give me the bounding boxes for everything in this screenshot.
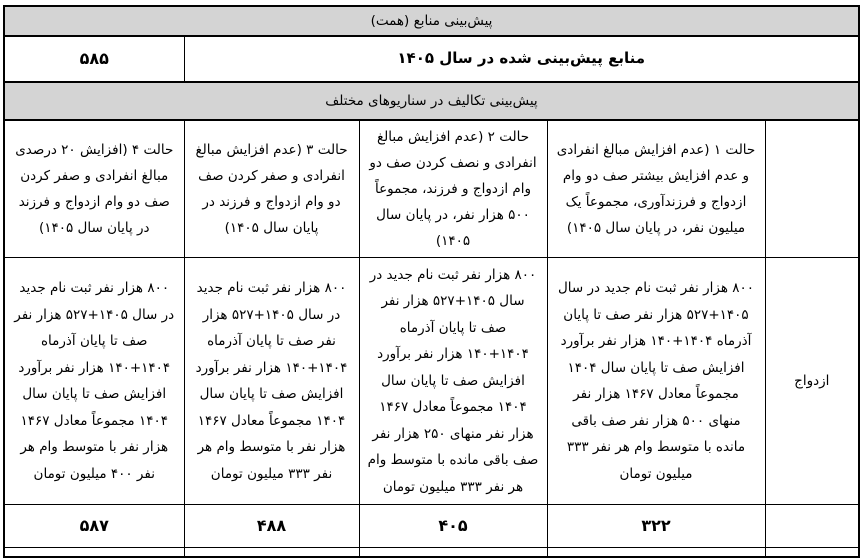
scenario-total-case-4: ۵۸۷ [4,505,184,548]
totals-label-cell-empty [765,505,859,548]
table-row [4,505,859,548]
scenario-header-case-3: حالت ۳ (عدم افزایش مبالغ انفرادی و صفر کردن صف دو وام ازدواج و فرزند در پایان سال ۱۴۰۵) [184,120,359,258]
scenario-header-case-4: حالت ۴ (افزایش ۲۰ درصدی مبالغ انفرادی و صفر کردن صف دو وام ازدواج و فرزند در پایان سال ۱۴۰۵) [4,120,184,258]
scenario-detail-case-4: ۸۰۰ هزار نفر ثبت نام جدید در سال ۱۴۰۵+۵۲۷ هزار نفر صف تا پایان آذرماه ۱۴۰۴+۱۴۰ هزار نفر برآورد افزایش صف تا پایان سال ۱۴۰۴ مجموعاً معادل ۱۴۶۷ هزار نفر با متوسط وام هر نفر ۴۰۰ میلیون تومان [4,258,184,505]
row-label-marriage-cell: ازدواج [765,258,859,505]
cutoff-cell [184,548,359,558]
cutoff-cell [547,548,765,558]
table-row [4,36,859,82]
scenario-total-case-2: ۴۰۵ [359,505,547,548]
scenario-detail-case-3: ۸۰۰ هزار نفر ثبت نام جدید در سال ۱۴۰۵+۵۲۷ هزار نفر صف تا پایان آذرماه ۱۴۰۴+۱۴۰ هزار نفر برآورد افزایش صف تا پایان سال ۱۴۰۴ مجموعاً معادل ۱۴۶۷ هزار نفر با متوسط وام هر نفر ۳۳۳ میلیون تومان [184,258,359,505]
forecast-table-sheet [5,5,860,558]
scenario-total-case-3: ۴۸۸ [184,505,359,548]
table-row-cutoff [4,548,859,558]
scenario-detail-case-2: ۸۰۰ هزار نفر ثبت نام جدید در سال ۱۴۰۵+۵۲۷ هزار نفر صف تا پایان آذرماه ۱۴۰۴+۱۴۰ هزار نفر برآورد افزایش صف تا پایان سال ۱۴۰۴ مجموعاً معادل ۱۴۶۷ هزار نفر منهای ۲۵۰ هزار نفر صف باقی مانده با متوسط وام هر نفر ۳۳۳ میلیون تومان [359,258,547,505]
scenario-header-case-2: حالت ۲ (عدم افزایش مبالغ انفرادی و نصف کردن صف دو وام ازدواج و فرزند، مجموعاً ۵۰۰ هزار نفر، در پایان سال ۱۴۰۵) [359,120,547,258]
table-row [4,82,859,120]
table-row [4,120,859,258]
scenario-header-case-1: حالت ۱ (عدم افزایش مبالغ انفرادی و عدم افزایش بیشتر صف دو وام ازدواج و فرزندآوری، مجموعاً یک میلیون نفر، در پایان سال ۱۴۰۵) [547,120,765,258]
resources-value-cell: ۵۸۵ [4,36,184,82]
table-row [4,258,859,505]
row-label-header-cell-empty [765,120,859,258]
cutoff-cell [4,548,184,558]
cutoff-cell [765,548,859,558]
tasks-title-cell: پیش‌بینی تکالیف در سناریوهای مختلف [4,82,859,120]
cutoff-cell [359,548,547,558]
scenario-total-case-1: ۳۲۲ [547,505,765,548]
scenario-detail-case-1: ۸۰۰ هزار نفر ثبت نام جدید در سال ۱۴۰۵+۵۲۷ هزار نفر صف تا پایان آذرماه ۱۴۰۴+۱۴۰ هزار نفر برآورد افزایش صف تا پایان سال ۱۴۰۴ مجموعاً معادل ۱۴۶۷ هزار نفر منهای ۵۰۰ هزار نفر صف باقی مانده با متوسط وام هر نفر ۳۳۳ میلیون تومان [547,258,765,505]
forecast-table [3,5,860,558]
resources-year-label-cell: منابع پیش‌بینی شده در سال ۱۴۰۵ [184,36,859,82]
table-row [4,6,859,36]
resources-title-cell: پیش‌بینی منابع (همت) [4,6,859,36]
